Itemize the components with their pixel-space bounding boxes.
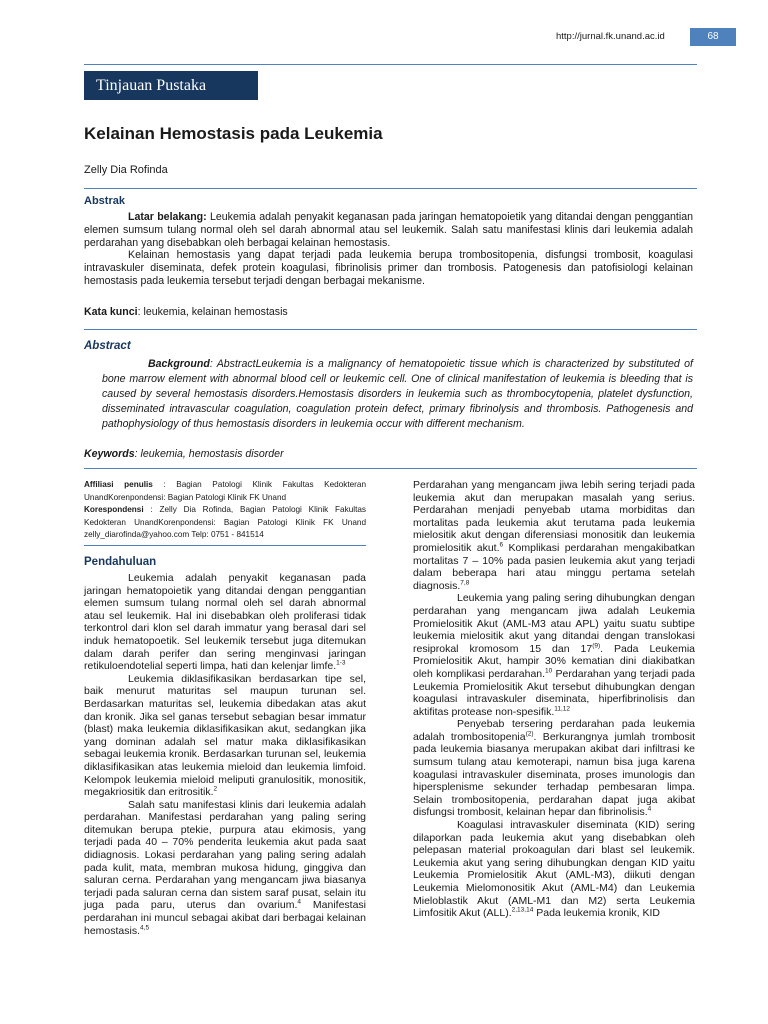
- citation-ref: 4,5: [140, 924, 150, 932]
- affiliation-block: [84, 479, 366, 542]
- divider-affiliation: [84, 545, 366, 546]
- article-author: Zelly Dia Rofinda: [84, 164, 168, 176]
- right-p2c-text: Perdarahan yang terjadi pada Leukemia Promielositik Akut tersebut dihubungkan dengan koagulasi intravaskuler diseminata, hiperfibrinolisis dan aktifitas protease non-spesifik.: [413, 667, 695, 718]
- abstract-body: [102, 357, 693, 432]
- abstract-text: : AbstractLeukemia is a malignancy of hematopoietic tissue which is characterized by substituted of bone marrow element with abnormal blood cell or leukemic cell. One of clinical manifestation of leukemia is bleeding that is caused by several hemostasis disorders.Hemostasis disorders in leukemia such as thrombocytopenia, platelet dysfunction, disseminated intravascular coagulation, coagulation protein defect, primary fibrinolysis and thrombosis. Pathogenesis and pathophysiology of thus hemostasis disorders in leukemia occur with different mechanism.: [102, 358, 693, 430]
- journal-url: http://jurnal.fk.unand.ac.id: [556, 31, 665, 42]
- abstract-heading: Abstract: [84, 340, 131, 352]
- right-p3b-text: . Berkurangnya jumlah trombosit pada leukemia biasanya merupakan akibat dari infiltrasi ke sumsum tulang atau kemoterapi, namun bisa juga karena koagulasi intravaskuler diseminata, proses imunologis dan hipersplenisme sekunder terhadap pembesaran limpa. Selain trombositopenia, perdarahan dapat juga akibat disfungsi trombosit, kelainan hepar dan fibrinolisis.: [413, 730, 695, 819]
- affiliation-label: Affiliasi penulis: [84, 480, 153, 489]
- right-paragraph-1: [413, 479, 695, 592]
- right-column-body: [413, 479, 695, 920]
- header-divider: [84, 64, 697, 65]
- kata-kunci-label: Kata kunci: [84, 306, 138, 318]
- citation-ref: 1-3: [336, 659, 346, 667]
- citation-ref: 2: [213, 785, 218, 793]
- divider-abstrak: [84, 188, 697, 189]
- right-p2b-text: . Pada Leukemia Promielositik Akut, hampir 30% kematian dini diakibatkan oleh komplikasi perdarahan.: [413, 642, 695, 680]
- divider-body: [84, 468, 697, 469]
- citation-ref: 6: [499, 541, 504, 549]
- affiliation-text: : Bagian Patologi Klinik Fakultas Kedokteran UnandKorenpondensi: Bagian Patologi Klinik FK Unand: [84, 480, 366, 502]
- citation-ref: 10: [545, 667, 553, 675]
- right-p2a-text: Leukemia yang paling sering dihubungkan dengan perdarahan yang mengancam jiwa adalah Leukemia Promielositik Akut (AML-M3 atau APL) yaitu suatu subtipe leukemia mielositik akut yang ditandai dengan translokasi resiprokal kromosom 15 dan 17: [413, 592, 695, 655]
- citation-ref: 11,12: [554, 705, 571, 713]
- abstrak-bg-label: Latar belakang:: [128, 211, 207, 223]
- kata-kunci: [84, 306, 288, 318]
- keywords-label: Keywords: [84, 448, 135, 460]
- abstract-bg-label: Background: [148, 358, 210, 370]
- pendahuluan-p1-text: Leukemia adalah penyakit keganasan pada jaringan hematopoietik yang ditandai dengan penggantian elemen sumsum tulang normal oleh sel darah abnormal atau sel leukemik. Hal ini disebabkan oleh proliferasi tidak terkontrol dari klon sel darah immatur yang berasal dari sel induk hematopoetik. Sel leukemik tersebut juga ditemukan dalam darah perifer dan sering menginvasi jaringan retikuloendotelial seperti limpa, hati dan kelenjar limfe.: [84, 572, 366, 673]
- page-number-badge: 68: [690, 28, 736, 46]
- right-paragraph-4: [413, 819, 695, 920]
- right-p4b-text: Pada leukemia kronik, KID: [533, 907, 660, 920]
- citation-ref: (2): [525, 730, 534, 738]
- abstrak-paragraph-2: Kelainan hemostasis yang dapat terjadi pada leukemia berupa trombositopenia, disfungsi trombosit, koagulasi intravaskuler diseminata, defek protein koagulasi, fibrinolisis primer dan trombosis. Patogenesis dan patofisiologi kelainan hemostasis pada leukemia tersebut terjadi dengan berbagai mekanisme.: [84, 249, 693, 287]
- correspondence-label: Korespondensi: [84, 505, 144, 514]
- keywords: [84, 448, 284, 460]
- abstrak-paragraph-1: [84, 211, 693, 249]
- pendahuluan-p3b-text: Manifestasi perdarahan ini muncul sebagai akibat dari berbagai kelainan hemostasis.: [84, 899, 366, 937]
- kata-kunci-text: : leukemia, kelainan hemostasis: [137, 306, 288, 318]
- article-title: Kelainan Hemostasis pada Leukemia: [84, 124, 383, 143]
- abstrak-p1-text: Leukemia adalah penyakit keganasan pada jaringan hematopoietik yang ditandai dengan penggantian elemen sumsum tulang normal oleh sel darah abnormal atau sel leukemik. Salah satu manifestasi klinis dari leukemia adalah perdarahan yang disebabkan oleh berbagai kelainan hemostasis.: [84, 211, 693, 249]
- citation-ref: 7,8: [460, 579, 470, 587]
- abstract-paragraph: [102, 357, 693, 432]
- right-p3a-text: Penyebab tersering perdarahan pada leukemia adalah trombositopenia: [413, 718, 695, 743]
- correspondence-text: : Zelly Dia Rofinda, Bagian Patologi Klinik Fakultas Kedokteran UnandKorenpondensi: Bagian Patologi Klinik FK Unand zelly_diarofinda@yahoo.com Telp: 0751 - 841514: [84, 505, 366, 539]
- citation-ref: 2,13,14: [511, 906, 534, 914]
- left-column-body: [84, 572, 366, 937]
- citation-ref: 4: [647, 805, 652, 813]
- right-p4a-text: Koagulasi intravaskuler diseminata (KID) sering dilaporkan pada leukemia akut yang disebabkan oleh pelepasan material prokoagulan dari blast sel leukemik. Leukemia akut yang sering dihubungkan dengan KID yaitu Leukemia Promielositik Akut (AML-M3), diikuti dengan Leukemia Mielomonositik Akut (AML-M4) dan Leukemia Mieloblastik Akut (AML-M1 dan M2) serta Leukemia Limfositik Akut (ALL).: [413, 819, 695, 920]
- pendahuluan-p2-text: Leukemia diklasifikasikan berdasarkan tipe sel, baik menurut maturitas sel maupun turunan sel. Berdasarkan maturitas sel, leukemia dibedakan atas akut dan kronik. Jika sel ganas tersebut sebagian besar immatur (blast) maka leukemia diklasifikasikan akut, sedangkan jika yang dominan adalah sel matur maka diklasifikasikan sebagai leukemia kronik. Berdasarkan turunan sel, leukemia diklasifikasikan atas leukemia mieloid dan leukemia limfoid. Kelompok leukemia mieloid meliputi granulositik, monositik, megakriositik dan eritrositik.: [84, 672, 366, 799]
- section-label: Tinjauan Pustaka: [84, 71, 258, 100]
- pendahuluan-paragraph-2: [84, 673, 366, 799]
- divider-abstract: [84, 329, 697, 330]
- pendahuluan-paragraph-3: [84, 799, 366, 938]
- abstrak-body: [84, 211, 693, 288]
- pendahuluan-p3a-text: Salah satu manifestasi klinis dari leukemia adalah perdarahan. Manifestasi perdarahan yang paling sering ditemukan berupa ptekie, purpura atau ekimosis, yang terjadi pada 40 – 70% penderita leukemia akut pada saat didiagnosis. Lokasi perdarahan yang paling sering adalah pada kulit, mata, membran mukosa hidung, ginggiva dan saluran cerna. Perdarahan yang mengancam jiwa biasanya terjadi pada saluran cerna dan sistem saraf pusat, selain itu juga pada paru, uterus dan ovarium.: [84, 798, 366, 912]
- citation-ref: (9): [592, 642, 601, 650]
- right-p1b-text: Komplikasi perdarahan mengakibatkan mortalitas 7 – 10% pada pasien leukemia akut yang terjadi dalam beberapa hari atau minggu pertama setelah diagnosis.: [413, 541, 696, 592]
- citation-ref: 4: [297, 898, 302, 906]
- keywords-text: : leukemia, hemostasis disorder: [134, 448, 284, 460]
- right-paragraph-2: [413, 592, 695, 718]
- pendahuluan-heading: Pendahuluan: [84, 556, 157, 568]
- abstrak-heading: Abstrak: [84, 195, 125, 207]
- right-p1a-text: Perdarahan yang mengancam jiwa lebih sering terjadi pada leukemia akut dan merupakan masalah yang serius. Perdarahan menjadi penyebab utama morbiditas dan mortalitas pada leukemia akut terutama pada leukemia mielositik akut dengan diferensiasi monositik dan leukemia promielositik akut.: [413, 479, 695, 554]
- right-paragraph-3: [413, 718, 695, 819]
- pendahuluan-paragraph-1: [84, 572, 366, 673]
